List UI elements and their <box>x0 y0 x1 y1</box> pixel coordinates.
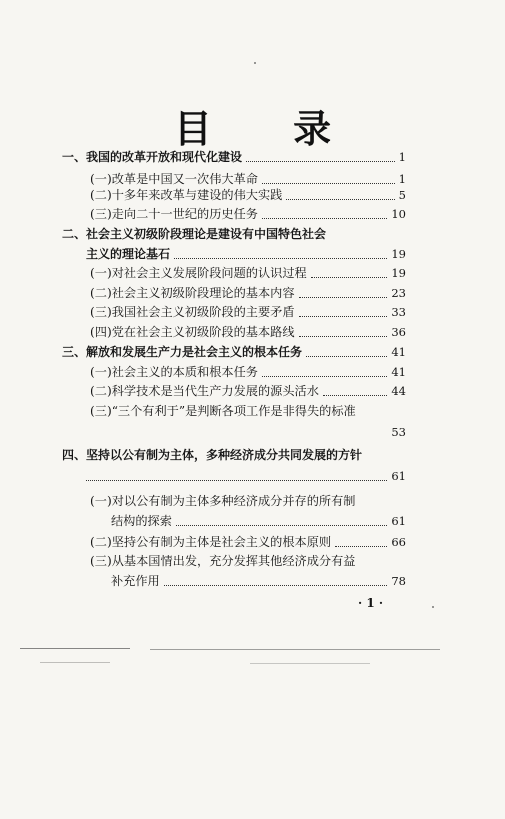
leader-dots <box>164 585 388 586</box>
leader-dots <box>311 277 388 278</box>
toc-entry-text: (三)我国社会主义初级阶段的主要矛盾 <box>90 305 295 319</box>
leader-dots <box>176 525 387 526</box>
leader-dots <box>299 297 388 298</box>
leader-dots <box>262 183 395 184</box>
toc-entry-text: 主义的理论基石 <box>86 247 171 261</box>
leader-dots <box>174 258 387 259</box>
toc-entry-s4b[interactable] <box>90 535 406 550</box>
toc-entry-text: 补充作用 <box>111 574 160 588</box>
toc-entry-s2b[interactable] <box>90 286 406 301</box>
scan-line <box>40 662 110 663</box>
toc-entry-text: (四)党在社会主义初级阶段的基本路线 <box>90 325 295 339</box>
toc-entry-s4c[interactable] <box>90 554 406 569</box>
page-number: · 1 · <box>358 596 384 610</box>
toc-entry-s1b[interactable] <box>90 188 406 203</box>
toc-entry-s4[interactable] <box>62 448 406 463</box>
toc-entry-text: (二)社会主义初级阶段理论的基本内容 <box>90 286 295 300</box>
toc-entry-text: (二)科学技术是当代生产力发展的源头活水 <box>90 384 319 398</box>
toc-entry-s4a[interactable] <box>90 494 406 509</box>
toc-page-number: 61 <box>391 514 406 528</box>
toc-entry-text: (一)对以公有制为主体多种经济成分并存的所有制 <box>90 494 356 508</box>
toc-page-number: 78 <box>391 574 406 588</box>
toc-entry-s1a[interactable] <box>90 172 406 187</box>
toc-entry-s2a[interactable] <box>90 266 406 281</box>
toc-page-number: 23 <box>391 286 406 300</box>
leader-dots <box>306 356 387 357</box>
toc-entry-s3a[interactable] <box>90 365 406 380</box>
leader-dots <box>299 316 388 317</box>
toc-entry-text: (二)坚持公有制为主体是社会主义的根本原则 <box>90 535 332 549</box>
toc-page-number: 19 <box>391 266 406 280</box>
toc-entry-s4a-cont[interactable] <box>111 514 406 529</box>
leader-dots <box>246 161 395 162</box>
toc-page-number: 41 <box>391 365 406 379</box>
leader-dots <box>262 218 387 219</box>
toc-page-number: 36 <box>391 325 406 339</box>
toc-page-number: 33 <box>391 305 406 319</box>
toc-entry-s2-cont[interactable] <box>86 247 406 262</box>
toc-page-number: 44 <box>391 384 406 398</box>
page-title: 目 录 <box>173 107 366 151</box>
toc-entry-text: (一)改革是中国又一次伟大革命 <box>90 172 258 186</box>
toc-page-number: 53 <box>391 425 406 439</box>
toc-page-number: 61 <box>391 469 406 483</box>
toc-entry-text: (三)“三个有利于”是判断各项工作是非得失的标准 <box>90 404 356 418</box>
toc-entry-text: (一)社会主义的本质和根本任务 <box>90 365 258 379</box>
leader-dots <box>335 546 387 547</box>
scan-speck <box>432 606 434 608</box>
toc-page-number: 19 <box>391 247 406 261</box>
toc-page-number: 41 <box>391 345 406 359</box>
toc-entry-text: 四、坚持以公有制为主体，多种经济成分共同发展的方针 <box>62 448 363 462</box>
toc-entry-s1[interactable] <box>62 150 406 165</box>
toc-entry-s3c-cont[interactable] <box>90 425 406 440</box>
toc-entry-s1c[interactable] <box>90 207 406 222</box>
toc-entry-text: 二、社会主义初级阶段理论是建设有中国特色社会 <box>62 227 327 241</box>
toc-entry-s2c[interactable] <box>90 305 406 320</box>
scan-speck <box>254 62 256 64</box>
toc-entry-text: (三)从基本国情出发，充分发挥其他经济成分有益 <box>90 554 356 568</box>
leader-dots <box>86 480 387 481</box>
scan-line <box>250 663 370 664</box>
toc-entry-s3[interactable] <box>62 345 406 360</box>
leader-dots <box>286 199 394 200</box>
toc-entry-s4-cont[interactable] <box>86 469 406 484</box>
toc-page-number: 5 <box>398 188 406 202</box>
toc-entry-s4c-cont[interactable] <box>111 574 406 589</box>
toc-entry-text: 一、我国的改革开放和现代化建设 <box>62 150 243 164</box>
toc-entry-text: (三)走向二十一世纪的历史任务 <box>90 207 258 221</box>
toc-entry-s3b[interactable] <box>90 384 406 399</box>
toc-entry-s3c[interactable] <box>90 404 406 419</box>
toc-entry-s2[interactable] <box>62 227 406 242</box>
toc-entry-s2d[interactable] <box>90 325 406 340</box>
toc-page-number: 1 <box>398 172 406 186</box>
toc-entry-text: 结构的探索 <box>111 514 172 528</box>
toc-page-number: 1 <box>398 150 406 164</box>
toc-page-number: 10 <box>391 207 406 221</box>
toc-entry-text: (一)对社会主义发展阶段问题的认识过程 <box>90 266 307 280</box>
toc-entry-text: (二)十多年来改革与建设的伟大实践 <box>90 188 283 202</box>
leader-dots <box>299 336 388 337</box>
scan-line <box>150 649 440 650</box>
toc-entry-text: 三、解放和发展生产力是社会主义的根本任务 <box>62 345 303 359</box>
scan-line <box>20 648 130 649</box>
leader-dots <box>323 395 387 396</box>
toc-page-number: 66 <box>391 535 406 549</box>
leader-dots <box>262 376 387 377</box>
